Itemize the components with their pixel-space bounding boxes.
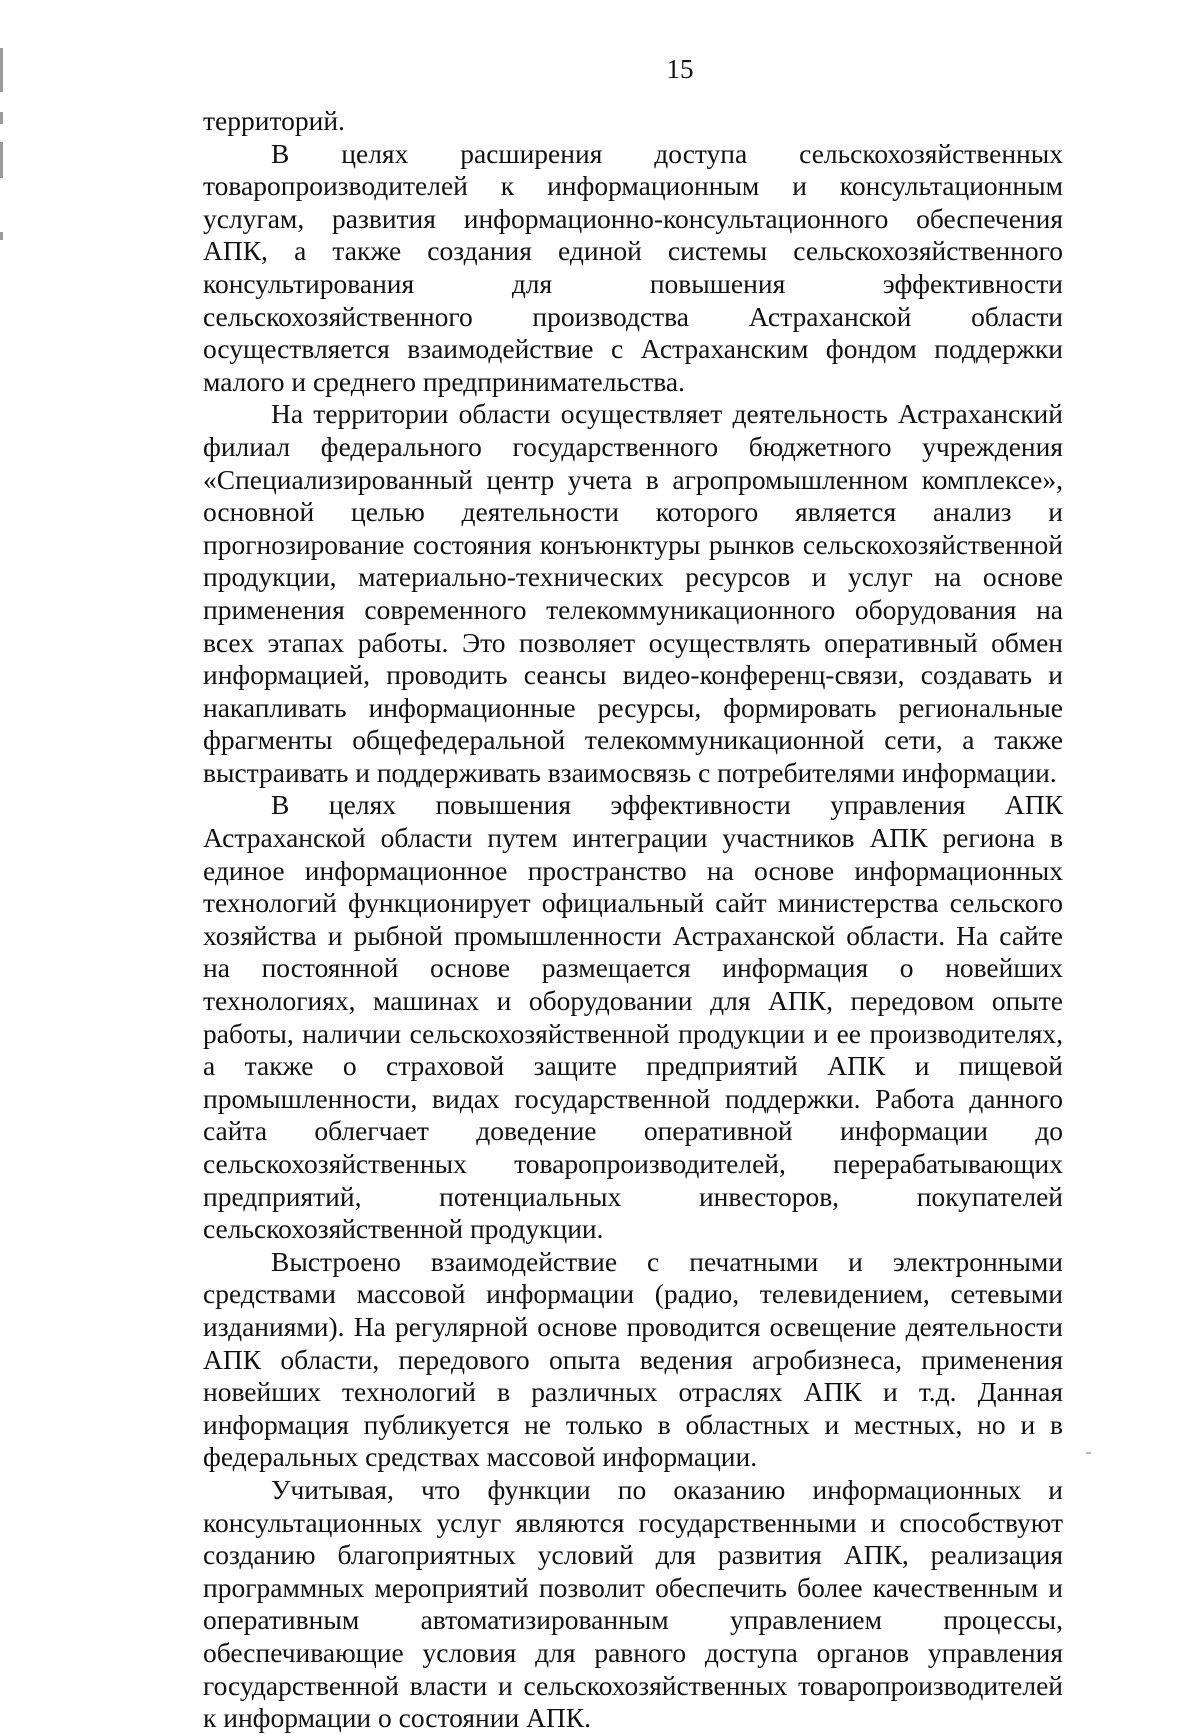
paragraph-mass-media: Выстроено взаимодействие с печатными и электронными средствами массовой информации (радио, телевидением, сетевыми изданиями). На регулярной основе проводится освещение деятельности АПК области, передового опыта ведения агробизнеса, применения новейших технологий в различных отраслях АПК и т.д. Данная информация публикуется не только в областных и местных, но и в федеральных средствах массовой информации. xyxy=(203,1245,1063,1473)
paragraph-consulting-access: В целях расширения доступа сельскохозяйственных товаропроизводителей к информационным и консультационным услугам, развития информационно-консультационного обеспечения АПК, а также создания единой системы сельскохозяйственного консультирования для повышения эффективности сельскохозяйственного производства Астраханской области осуществляется взаимодействие с Астраханским фондом поддержки малого и среднего предпринимательства. xyxy=(203,137,1063,397)
document-body xyxy=(203,105,1063,1735)
scan-edge-mark xyxy=(0,142,3,178)
scan-speck xyxy=(1086,1452,1091,1454)
paragraph-accounting-center: На территории области осуществляет деятельность Астраханский филиал федерального государственного бюджетного учреждения «Специализированный центр учета в агропромышленном комплексе», основной целью деятельности которого является анализ и прогнозирование состояния конъюнктуры рынков сельскохозяйственной продукции, материально-технических ресурсов и услуг на основе применения современного телекоммуникационного оборудования на всех этапах работы. Это позволяет осуществлять оперативный обмен информацией, проводить сеансы видео-конференц-связи, создавать и накапливать информационные ресурсы, формировать региональные фрагменты общефедеральной телекоммуникационной сети, а также выстраивать и поддерживать взаимосвязь с потребителями информации. xyxy=(203,398,1063,788)
scan-edge-mark xyxy=(0,48,3,92)
paragraph-continuation: территорий. xyxy=(203,105,345,136)
page-number: 15 xyxy=(666,54,694,84)
paragraph-conclusion: Учитывая, что функции по оказанию информационных и консультационных услуг являются государственными и способствуют созданию благоприятных условий для развития АПК, реализация программных мероприятий позволит обеспечить более качественным и оперативным автоматизированным управлением процессы, обеспечивающие условия для равного доступа органов управления государственной власти и сельскохозяйственных товаропроизводителей к информации о состоянии АПК. xyxy=(203,1473,1063,1734)
scan-edge-mark xyxy=(0,112,3,124)
paragraph-official-website: В целях повышения эффективности управления АПК Астраханской области путем интеграции участников АПК региона в единое информационное пространство на основе информационных технологий функционирует официальный сайт министерства сельского хозяйства и рыбной промышленности Астраханской области. На сайте на постоянной основе размещается информация о новейших технологиях, машинах и оборудовании для АПК, передовом опыте работы, наличии сельскохозяйственной продукции и ее производителях, а также о страховой защите предприятий АПК и пищевой промышленности, видах государственной поддержки. Работа данного сайта облегчает доведение оперативной информации до сельскохозяйственных товаропроизводителей, перерабатывающих предприятий, потенциальных инвесторов, покупателей сельскохозяйственной продукции. xyxy=(203,789,1063,1245)
scan-edge-mark xyxy=(0,232,3,240)
